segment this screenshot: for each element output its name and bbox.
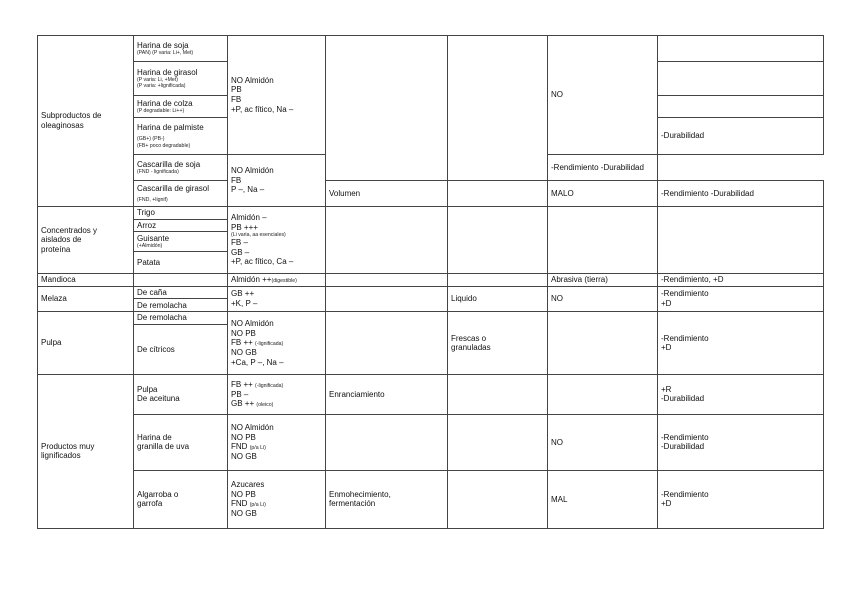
category-mandioca: Mandioca	[38, 274, 134, 287]
abrasion-melaza: NO	[548, 286, 658, 312]
item-algarroba: Algarroba o garrofa	[134, 470, 228, 528]
category-oleaginosas: Subproductos de oleaginosas	[38, 36, 134, 207]
effect-harina-colza	[658, 96, 824, 118]
empty-cell	[326, 274, 448, 287]
effect-pulpa: -Rendimiento +D	[658, 312, 824, 375]
empty-cell	[658, 207, 824, 274]
composition-uva: NO Almidón NO PB FND (p/a Li) NO GB	[228, 414, 326, 470]
empty-cell	[326, 414, 448, 470]
abrasion-cascarilla-girasol: MALO	[548, 181, 658, 207]
effect-cascarilla-soja: -Rendimiento -Durabilidad	[548, 155, 658, 181]
item-patata: Patata	[134, 252, 228, 274]
effect-melaza: -Rendimiento +D	[658, 286, 824, 312]
item-cascarilla-girasol: Cascarilla de girasol (FND, +lignif)	[134, 181, 228, 207]
item-harina-girasol: Harina de girasol (P varia: Li, +Met) (P varia: +lignificada)	[134, 62, 228, 96]
abrasion-oleaginosas: NO	[548, 36, 658, 155]
item-harina-palmiste: Harina de palmiste (GB+) (PB-) (FB+ poco degradable)	[134, 118, 228, 155]
effect-mandioca: -Rendimiento, +D	[658, 274, 824, 287]
empty-cell	[326, 207, 448, 274]
empty-cell	[326, 312, 448, 375]
stability-algarroba: Enmohecimiento, fermentación	[326, 470, 448, 528]
composition-aceituna: FB ++ (-lignificada) PB – GB ++ (oleico)	[228, 374, 326, 414]
empty-cell	[548, 374, 658, 414]
form-pulpa: Frescas o granuladas	[448, 312, 548, 375]
effect-aceituna: +R -Durabilidad	[658, 374, 824, 414]
item-arroz: Arroz	[134, 219, 228, 232]
item-de-cana: De caña	[134, 286, 228, 299]
effect-harina-girasol	[658, 62, 824, 96]
empty-cell	[548, 312, 658, 375]
stability-aceituna: Enranciamiento	[326, 374, 448, 414]
empty-cell	[326, 286, 448, 312]
item-de-remolacha-melaza: De remolacha	[134, 299, 228, 312]
effect-harina-soja	[658, 36, 824, 62]
composition-oleaginosas-cascarillas: NO Almidón FB P –, Na –	[228, 155, 326, 207]
form-melaza: Liquido	[448, 286, 548, 312]
empty-cell	[448, 374, 548, 414]
composition-concentrados: Almidón – PB +++ (Li varia, aa esenciales) FB – GB – +P, ac fítico, Ca –	[228, 207, 326, 274]
empty-cell	[448, 470, 548, 528]
empty-cell	[448, 181, 548, 207]
effect-uva: -Rendimiento -Durabilidad	[658, 414, 824, 470]
empty-cell	[548, 207, 658, 274]
item-harina-colza: Harina de colza (P degradable: Li++)	[134, 96, 228, 118]
item-granilla-uva: Harina de granilla de uva	[134, 414, 228, 470]
abrasion-mandioca: Abrasiva (tierra)	[548, 274, 658, 287]
item-pulpa-aceituna: Pulpa De aceituna	[134, 374, 228, 414]
item-cascarilla-soja: Cascarilla de soja (FND - lignificada)	[134, 155, 228, 181]
effect-algarroba: -Rendimiento +D	[658, 470, 824, 528]
empty-cell	[448, 207, 548, 274]
abrasion-algarroba: MAL	[548, 470, 658, 528]
empty-cell	[326, 36, 448, 181]
composition-melaza: GB ++ +K, P –	[228, 286, 326, 312]
item-de-remolacha-pulpa: De remolacha	[134, 312, 228, 325]
category-pulpa: Pulpa	[38, 312, 134, 375]
feed-ingredients-table	[37, 35, 824, 529]
empty-cell	[448, 414, 548, 470]
item-harina-soja: Harina de soja (PAN) (P varia: Li+, Met)	[134, 36, 228, 62]
item-guisante: Guisante (+Almidón)	[134, 232, 228, 252]
category-concentrados: Concentrados y aislados de proteína	[38, 207, 134, 274]
composition-mandioca: Almidón ++(digestible)	[228, 274, 326, 287]
empty-cell	[448, 274, 548, 287]
empty-cell	[448, 36, 548, 181]
empty-cell	[134, 274, 228, 287]
volume-oleaginosas: Volumen	[326, 181, 448, 207]
effect-cascarilla-girasol: -Rendimiento -Durabilidad	[658, 181, 824, 207]
composition-algarroba: Azucares NO PB FND (p/a Li) NO GB	[228, 470, 326, 528]
item-trigo: Trigo	[134, 207, 228, 220]
abrasion-uva: NO	[548, 414, 658, 470]
category-lignificados: Productos muy lignificados	[38, 374, 134, 528]
category-melaza: Melaza	[38, 286, 134, 312]
item-de-citricos: De cítricos	[134, 324, 228, 374]
effect-harina-palmiste: -Durabilidad	[658, 118, 824, 155]
composition-pulpa: NO Almidón NO PB FB ++ (-lignificada) NO GB +Ca, P –, Na –	[228, 312, 326, 375]
composition-oleaginosas-harinas: NO Almidón PB FB +P, ac fítico, Na –	[228, 36, 326, 155]
